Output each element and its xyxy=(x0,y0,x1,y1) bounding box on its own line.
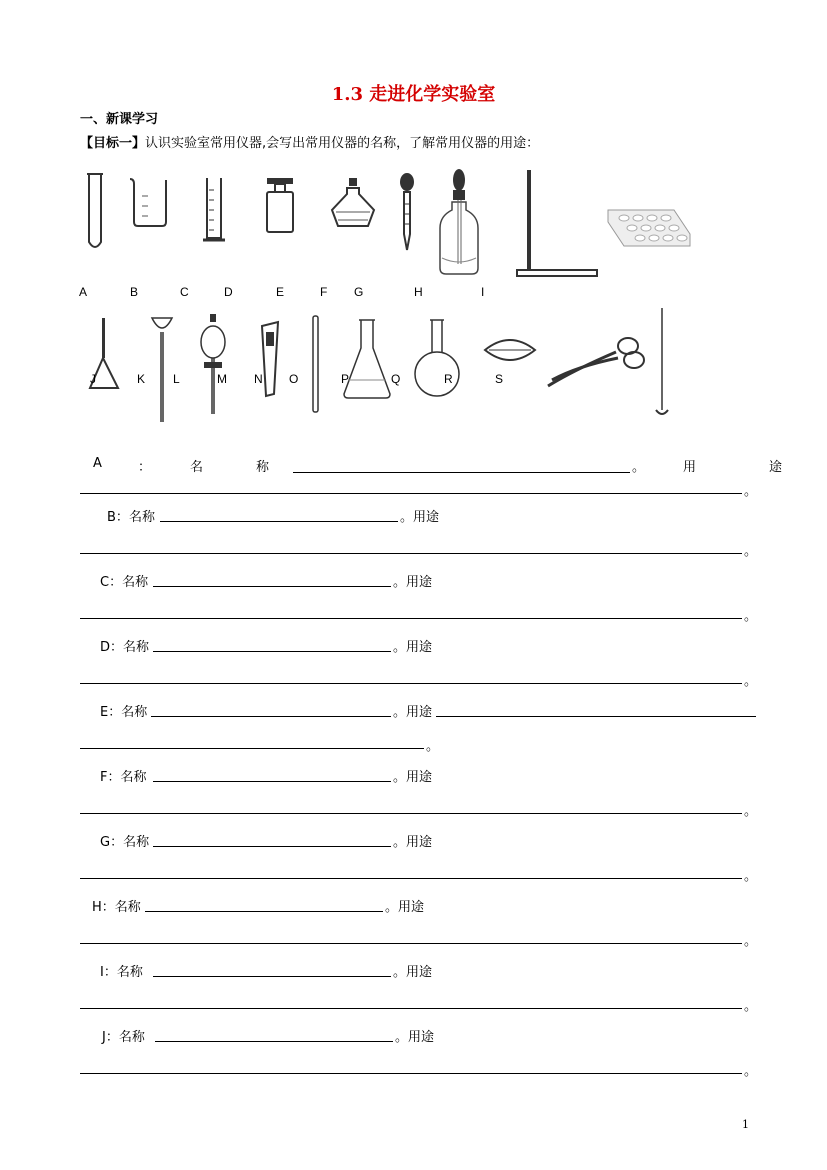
separatory-funnel-image xyxy=(198,314,228,416)
label-S: S xyxy=(495,372,504,386)
question-J-colon: ： xyxy=(105,1030,119,1045)
question-D-use-blank[interactable] xyxy=(80,683,742,684)
question-B-label xyxy=(107,506,155,525)
question-G-label xyxy=(100,831,149,850)
question-D-name-blank[interactable] xyxy=(153,651,391,652)
beaker-image xyxy=(128,176,172,228)
question-I-colon: ： xyxy=(103,965,117,980)
reagent-bottle-image xyxy=(263,178,297,234)
question-A-letter: A xyxy=(93,456,102,471)
question-F-name-blank[interactable] xyxy=(153,781,391,782)
graduated-cylinder-image xyxy=(201,176,227,244)
question-G-use-blank[interactable] xyxy=(80,878,742,879)
question-I-name-blank[interactable] xyxy=(153,976,391,977)
question-F-label xyxy=(100,766,147,785)
label-N: N xyxy=(254,372,263,386)
spot-plate-image xyxy=(606,208,692,250)
goal-text: 认识实验室常用仪器,会写出常用仪器的名称，了解常用仪器的用途： xyxy=(145,136,540,151)
question-C-colon: ： xyxy=(109,575,123,590)
label-I: I xyxy=(481,285,485,299)
question-B-end-period: 。 xyxy=(744,544,758,559)
round-bottom-flask-image xyxy=(414,318,460,400)
question-B-colon: ： xyxy=(115,510,129,525)
label-L: L xyxy=(173,372,180,386)
question-J-name: 名称 xyxy=(118,1030,145,1045)
test-tube-image xyxy=(84,172,106,252)
section-heading: 一、新课学习 xyxy=(80,112,159,127)
question-A-name-blank[interactable] xyxy=(293,472,630,473)
question-C-label xyxy=(100,571,148,590)
question-I-letter: I xyxy=(100,965,104,980)
dropper-image xyxy=(398,172,416,252)
label-O: O xyxy=(289,372,299,386)
label-F: F xyxy=(320,285,328,299)
question-E-colon: ： xyxy=(108,705,122,720)
question-C-name: 名称 xyxy=(122,575,149,590)
label-J: J xyxy=(90,372,96,386)
label-G: G xyxy=(354,285,364,299)
question-E-use-blank-2[interactable] xyxy=(80,748,424,749)
question-J-use-blank[interactable] xyxy=(80,1073,742,1074)
question-B-name-blank[interactable] xyxy=(160,521,398,522)
combustion-spoon-image xyxy=(652,308,672,420)
question-B-name: 名称 xyxy=(128,510,155,525)
question-C-letter: C xyxy=(100,575,110,590)
question-I-use-label: 。用途 xyxy=(393,965,433,980)
question-H-letter: H xyxy=(92,900,102,915)
question-H-name: 名称 xyxy=(114,900,141,915)
question-D-letter: D xyxy=(100,640,111,655)
question-E-letter: E xyxy=(100,705,109,720)
label-R: R xyxy=(444,372,453,386)
label-H: H xyxy=(414,285,423,299)
label-A: A xyxy=(79,285,88,299)
label-M: M xyxy=(217,372,227,386)
question-J-name-blank[interactable] xyxy=(155,1041,393,1042)
label-C: C xyxy=(180,285,189,299)
test-tube-holder-image xyxy=(258,322,282,398)
label-B: B xyxy=(130,285,139,299)
question-H-end-period: 。 xyxy=(744,934,758,949)
funnel-image xyxy=(84,318,124,398)
question-F-colon: ： xyxy=(107,770,121,785)
question-G-name-blank[interactable] xyxy=(153,846,391,847)
question-B-use-label: 。用途 xyxy=(400,510,440,525)
page-title: 1.3 走进化学实验室 xyxy=(331,84,496,105)
question-H-use-blank[interactable] xyxy=(80,943,742,944)
question-E-use-blank-1[interactable] xyxy=(436,716,756,717)
question-C-end-period: 。 xyxy=(744,609,758,624)
goal-instruction xyxy=(80,132,539,151)
question-D-label xyxy=(100,636,149,655)
question-E-label xyxy=(100,701,147,720)
question-F-end-period: 。 xyxy=(744,804,758,819)
question-C-use-label: 。用途 xyxy=(393,575,433,590)
question-D-colon: ： xyxy=(110,640,124,655)
question-E-name: 名称 xyxy=(121,705,148,720)
label-E: E xyxy=(276,285,285,299)
goal-tag: 【目标一】 xyxy=(80,136,146,151)
question-A-use-label: 用 途 xyxy=(683,460,813,475)
question-C-name-blank[interactable] xyxy=(153,586,391,587)
question-G-end-period: 。 xyxy=(744,869,758,884)
question-A-colon: ： xyxy=(138,460,152,475)
question-F-letter: F xyxy=(100,770,108,785)
dropping-bottle-image xyxy=(438,168,480,276)
question-I-end-period: 。 xyxy=(744,999,758,1014)
question-B-letter: B xyxy=(107,510,116,525)
question-H-name-blank[interactable] xyxy=(145,911,383,912)
question-H-use-label: 。用途 xyxy=(385,900,425,915)
question-G-name: 名称 xyxy=(123,835,150,850)
question-A-name-label: 名 称 xyxy=(190,460,290,475)
question-A-use-blank[interactable] xyxy=(80,493,742,494)
question-G-use-label: 。用途 xyxy=(393,835,433,850)
question-E-use-label: 。用途 xyxy=(393,705,433,720)
question-C-use-blank[interactable] xyxy=(80,618,742,619)
question-J-end-period: 。 xyxy=(744,1064,758,1079)
question-J-use-label: 。用途 xyxy=(395,1030,435,1045)
label-P: P xyxy=(341,372,350,386)
question-G-colon: ： xyxy=(110,835,124,850)
question-J-label xyxy=(102,1026,145,1045)
question-I-label xyxy=(100,961,143,980)
label-K: K xyxy=(137,372,146,386)
question-E-name-blank[interactable] xyxy=(151,716,391,717)
label-Q: Q xyxy=(391,372,401,386)
question-F-use-label: 。用途 xyxy=(393,770,433,785)
question-H-colon: ： xyxy=(101,900,115,915)
crucible-tongs-image xyxy=(544,334,648,390)
question-J-letter: J xyxy=(102,1030,106,1045)
question-G-letter: G xyxy=(100,835,111,850)
question-F-use-blank[interactable] xyxy=(80,813,742,814)
question-A-end-period: 。 xyxy=(744,484,758,499)
question-D-end-period: 。 xyxy=(744,674,758,689)
iron-stand-image xyxy=(515,170,599,280)
question-D-name: 名称 xyxy=(123,640,150,655)
question-E-end-period: 。 xyxy=(426,739,440,754)
question-I-use-blank[interactable] xyxy=(80,1008,742,1009)
question-I-name: 名称 xyxy=(116,965,143,980)
glass-rod-image xyxy=(311,316,321,414)
alcohol-lamp-image xyxy=(328,178,378,230)
question-H-label xyxy=(92,896,141,915)
conical-flask-image xyxy=(342,318,392,400)
question-D-use-label: 。用途 xyxy=(393,640,433,655)
question-A-period: 。 xyxy=(632,460,646,475)
evaporating-dish-image xyxy=(483,336,537,366)
page-number: 1 xyxy=(742,1118,749,1131)
question-B-use-blank[interactable] xyxy=(80,553,742,554)
question-F-name: 名称 xyxy=(120,770,147,785)
label-D: D xyxy=(224,285,233,299)
long-neck-funnel-image xyxy=(150,316,174,424)
